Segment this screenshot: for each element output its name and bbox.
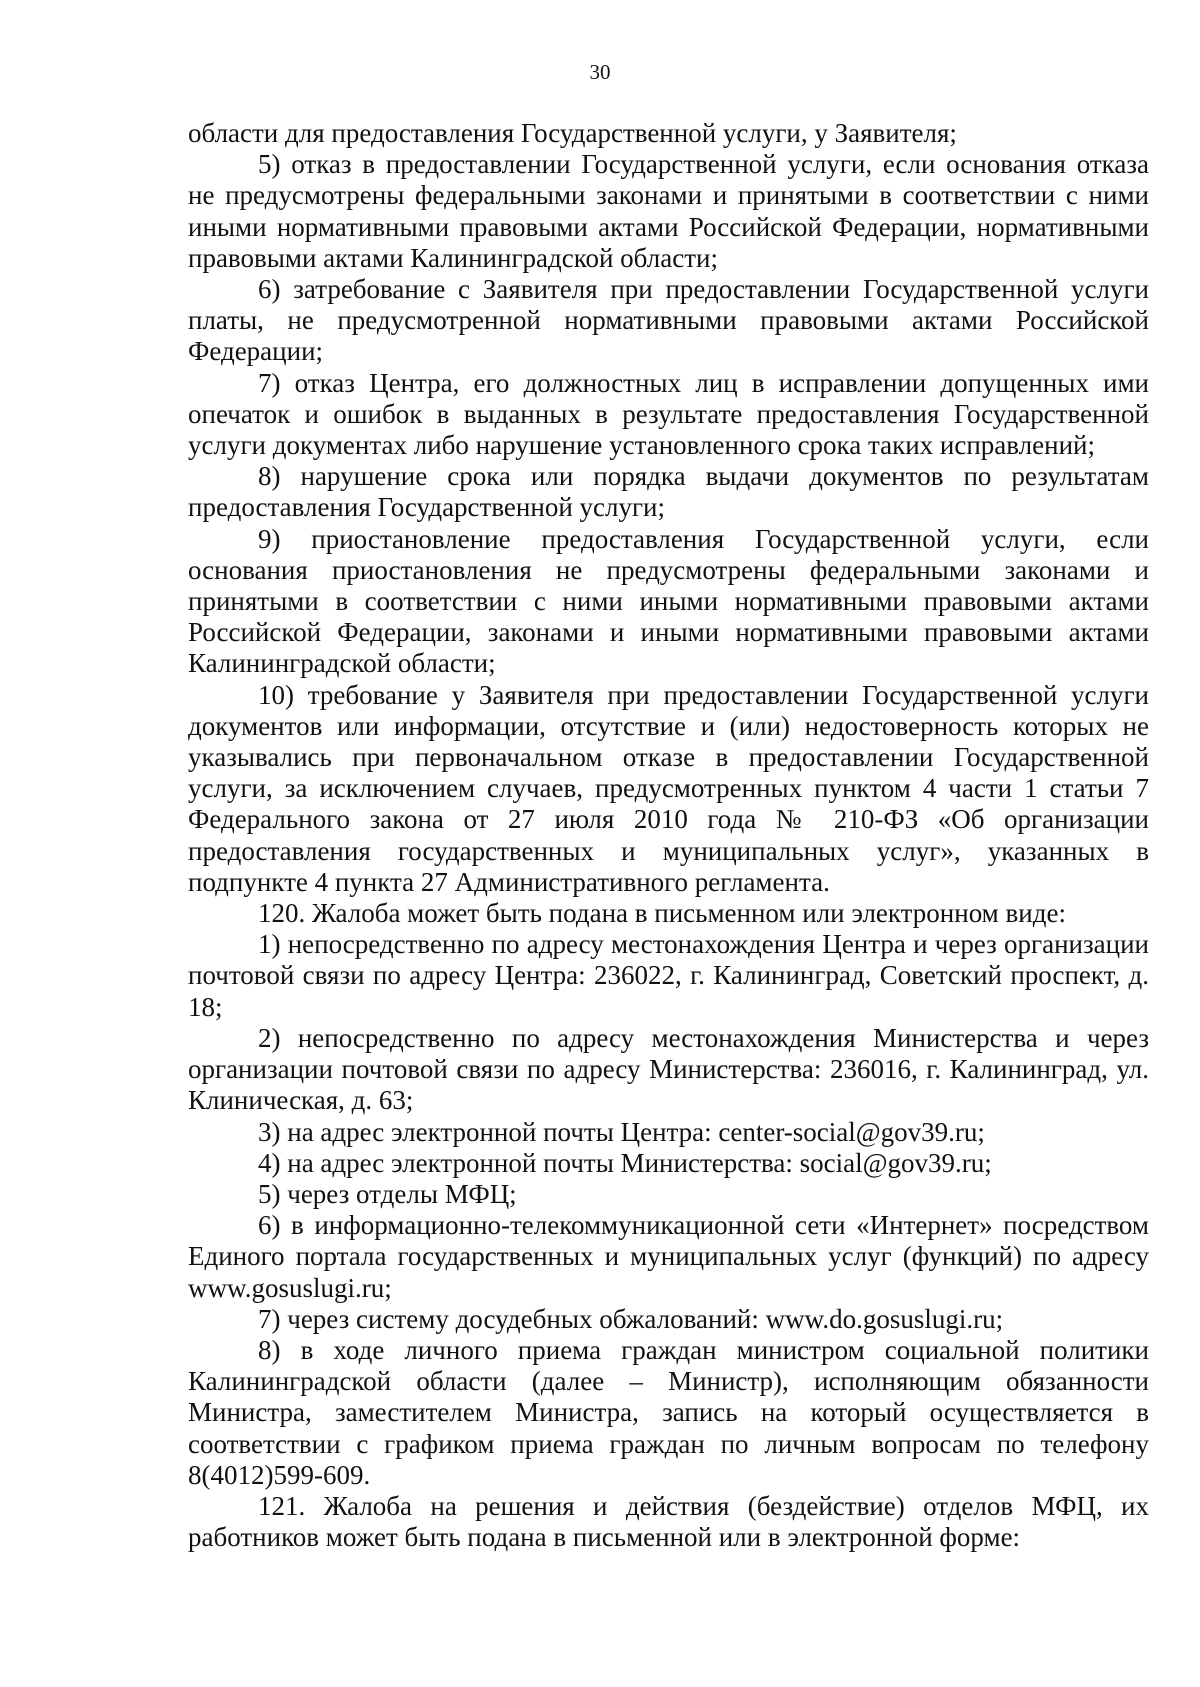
paragraph: 2) непосредственно по адресу местонахождения Министерства и через организации почтовой связи по адресу Министерства: 236016, г. Калининград, ул. Клиническая, д. 63; [188,1022,1149,1116]
paragraph: 7) через систему досудебных обжалований: www.do.gosuslugi.ru; [258,1303,1004,1334]
paragraph: 120. Жалоба может быть подана в письменном или электронном виде: [258,898,1066,929]
paragraph: 3) на адрес электронной почты Центра: center-social@gov39.ru; [258,1116,985,1147]
paragraph: 5) через отделы МФЦ; [258,1178,517,1209]
paragraph: 8) в ходе личного приема граждан министром социальной политики Калининградской области (далее – Министр), исполняющим обязанности Министра, заместителем Министра, запись на который осуществляется в соответствии с графиком приема граждан по личным вопросам по телефону 8(4012)599-609. [188,1334,1149,1490]
paragraph: 121. Жалоба на решения и действия (бездействие) отделов МФЦ, их работников может быть подана в письменной или в электронной форме: [188,1490,1149,1553]
paragraph: 6) в информационно-телекоммуникационной сети «Интернет» посредством Единого портала государственных и муниципальных услуг (функций) по адресу www.gosuslugi.ru; [188,1210,1149,1303]
paragraph: 10) требование у Заявителя при предоставлении Государственной услуги документов или информации, отсутствие и (или) недостоверность которых не указывались при первоначальном отказе в предоставлении Государственной услуги, за исключением случаев, предусмотренных пунктом 4 части 1 статьи 7 Федерального закона от 27 июля 2010 года № 210-ФЗ «Об организации предоставления государственных и муниципальных услуг», указанных в подпункте 4 пункта 27 Административного регламента. [188,679,1149,897]
page-number: 30 [589,60,611,84]
paragraph: 5) отказ в предоставлении Государственной услуги, если основания отказа не предусмотрены федеральными законами и принятыми в соответствии с ними иными нормативными правовыми актами Российской Федерации, нормативными правовыми актами Калининградской области; [188,149,1149,273]
paragraph: 8) нарушение срока или порядка выдачи документов по результатам предоставления Государственной услуги; [188,461,1149,523]
paragraph: 4) на адрес электронной почты Министерства: social@gov39.ru; [258,1147,992,1178]
paragraph: 1) непосредственно по адресу местонахождения Центра и через организации почтовой связи по адресу Центра: 236022, г. Калининград, Советский проспект, д. 18; [188,929,1149,1022]
document-body [188,118,1149,1553]
paragraph: 6) затребование с Заявителя при предоставлении Государственной услуги платы, не предусмотренной нормативными правовыми актами Российской Федерации; [188,274,1149,367]
paragraph: 7) отказ Центра, его должностных лиц в исправлении допущенных ими опечаток и ошибок в выданных в результате предоставления Государственной услуги документах либо нарушение установленного срока таких исправлений; [188,367,1149,461]
paragraph: 9) приостановление предоставления Государственной услуги, если основания приостановления не предусмотрены федеральными законами и принятыми в соответствии с ними иными нормативными правовыми актами Российской Федерации, законами и иными нормативными правовыми актами Калининградской области; [188,523,1149,679]
paragraph: области для предоставления Государственной услуги, у Заявителя; [188,118,957,148]
